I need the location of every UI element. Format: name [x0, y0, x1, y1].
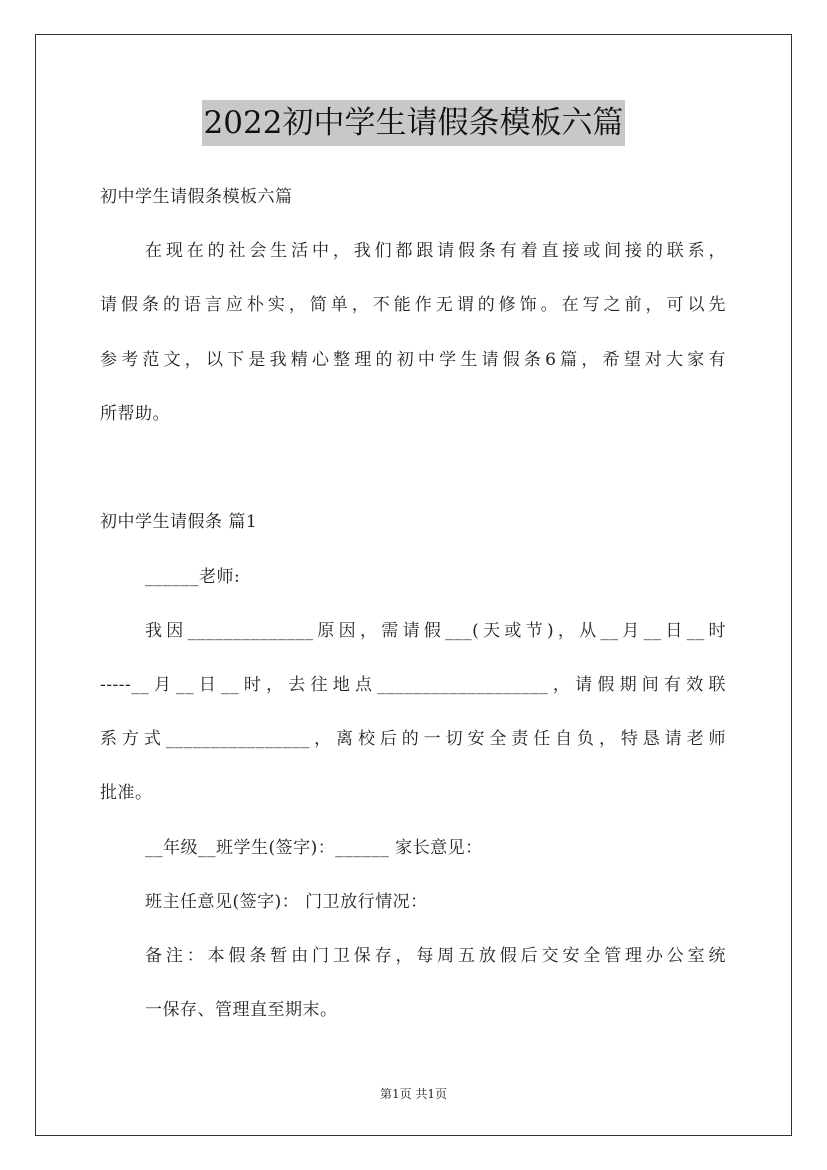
section-heading: 初中学生请假条 篇1 — [100, 512, 258, 532]
subtitle: 初中学生请假条模板六篇 — [100, 187, 293, 207]
intro-line: 请假条的语言应朴实，简单，不能作无谓的修饰。在写之前，可以先 — [100, 295, 726, 315]
body-line: 批准。 — [100, 783, 153, 803]
body-line: 系方式________________，离校后的一切安全责任自负，特恳请老师 — [100, 729, 726, 749]
intro-line: 在现在的社会生活中，我们都跟请假条有着直接或间接的联系， — [145, 241, 726, 261]
intro-line: 参考范文，以下是我精心整理的初中学生请假条6篇，希望对大家有 — [100, 350, 726, 370]
note-line: 一保存、管理直至期末。 — [145, 1000, 338, 1020]
salutation: ______老师: — [145, 567, 241, 587]
teacher-line: 班主任意见(签字)： 门卫放行情况： — [145, 892, 428, 912]
document-title: 2022初中学生请假条模板六篇 — [202, 100, 626, 146]
intro-line: 所帮助。 — [100, 404, 170, 424]
signature-line: __年级__班学生(签字)：______ 家长意见： — [145, 838, 483, 858]
note-line: 备注：本假条暂由门卫保存，每周五放假后交安全管理办公室统 — [145, 946, 726, 966]
page-footer: 第1页 共1页 — [379, 1087, 448, 1101]
title-container — [0, 100, 827, 146]
body-line: 我因______________原因，需请假___(天或节)，从__月__日__时 — [145, 621, 726, 641]
body-line: -----__月__日__时，去往地点___________________，请假期间有效联 — [100, 675, 726, 695]
